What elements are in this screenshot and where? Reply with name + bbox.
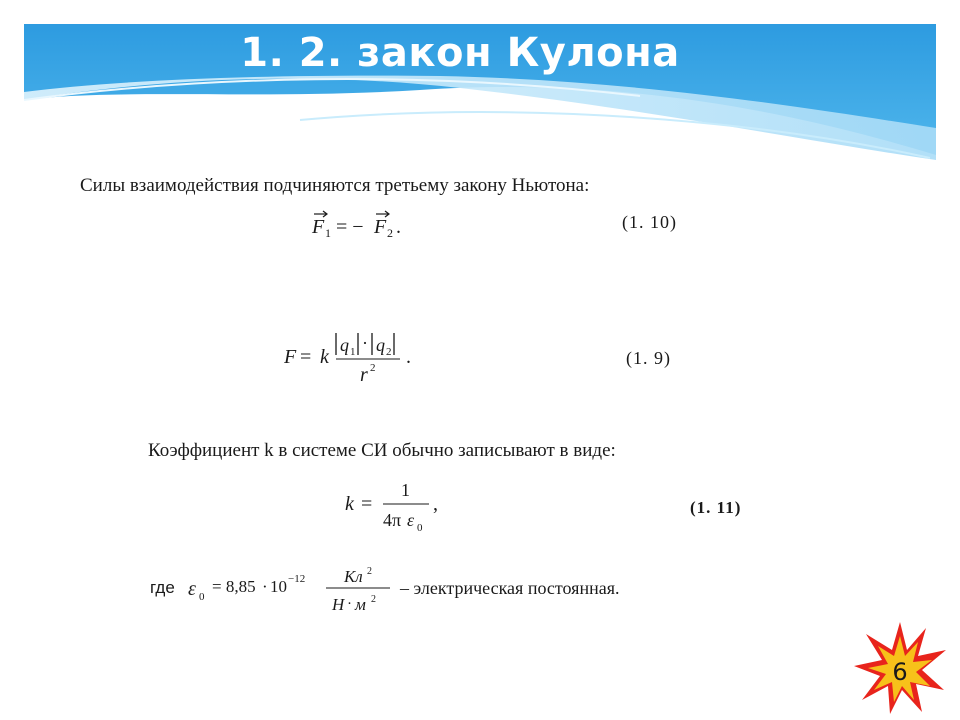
slide-title: 1. 2. закон Кулона [240,30,680,76]
svg-text:Кл: Кл [344,567,363,586]
newton-law-text: Силы взаимодействия подчиняются третьему закону Ньютона: [80,175,590,196]
svg-text:F: F [312,216,325,238]
svg-text:r: r [360,364,368,386]
svg-text:k: k [345,493,354,515]
svg-text:ε: ε [407,510,415,530]
svg-text:.: . [406,346,411,368]
electric-constant-description: – электрическая постоянная. [400,578,620,598]
svg-text:4π: 4π [383,510,402,530]
svg-text:10: 10 [270,577,287,596]
svg-text:F: F [374,216,387,238]
svg-text:2: 2 [386,346,392,358]
svg-text:2: 2 [370,362,376,374]
formula-coefficient-k [345,478,455,538]
svg-text:2: 2 [387,226,393,240]
svg-text:1: 1 [401,480,410,500]
svg-text:·: · [262,577,268,596]
svg-text:=: = [300,346,312,368]
svg-text:,: , [433,493,438,515]
svg-text:ε: ε [188,578,196,600]
svg-text:·: · [362,333,368,353]
svg-text:1: 1 [325,226,331,240]
svg-text:−12: −12 [288,573,306,585]
svg-text:2: 2 [367,566,372,577]
formula-coulomb-law [284,325,424,390]
svg-text:= −: = − [336,216,364,238]
svg-text:q: q [340,335,349,355]
svg-text:= 8,85: = 8,85 [212,577,256,596]
svg-text:k: k [320,346,329,368]
svg-text:1: 1 [350,346,356,358]
svg-text:Н: Н [332,595,345,614]
formula-newton-third-law [300,205,420,245]
slide-number-badge [852,620,948,716]
svg-text:0: 0 [199,591,205,603]
svg-text:F: F [284,346,297,368]
svg-text:=: = [361,493,373,515]
coefficient-text: Коэффициент k в системе СИ обычно записывают в виде: [148,440,616,461]
slide-number: 6 [892,658,908,686]
svg-text:м: м [355,595,366,614]
svg-text:·: · [347,596,352,612]
formula-epsilon-zero [184,558,396,624]
svg-text:.: . [396,216,401,238]
where-label: где [150,578,175,597]
equation-number-1-9: (1. 9) [626,348,671,368]
svg-text:2: 2 [371,594,376,605]
equation-number-1-11: (1. 11) [690,498,742,517]
svg-text:0: 0 [417,522,423,534]
equation-number-1-10: (1. 10) [622,212,677,232]
svg-text:q: q [376,335,385,355]
